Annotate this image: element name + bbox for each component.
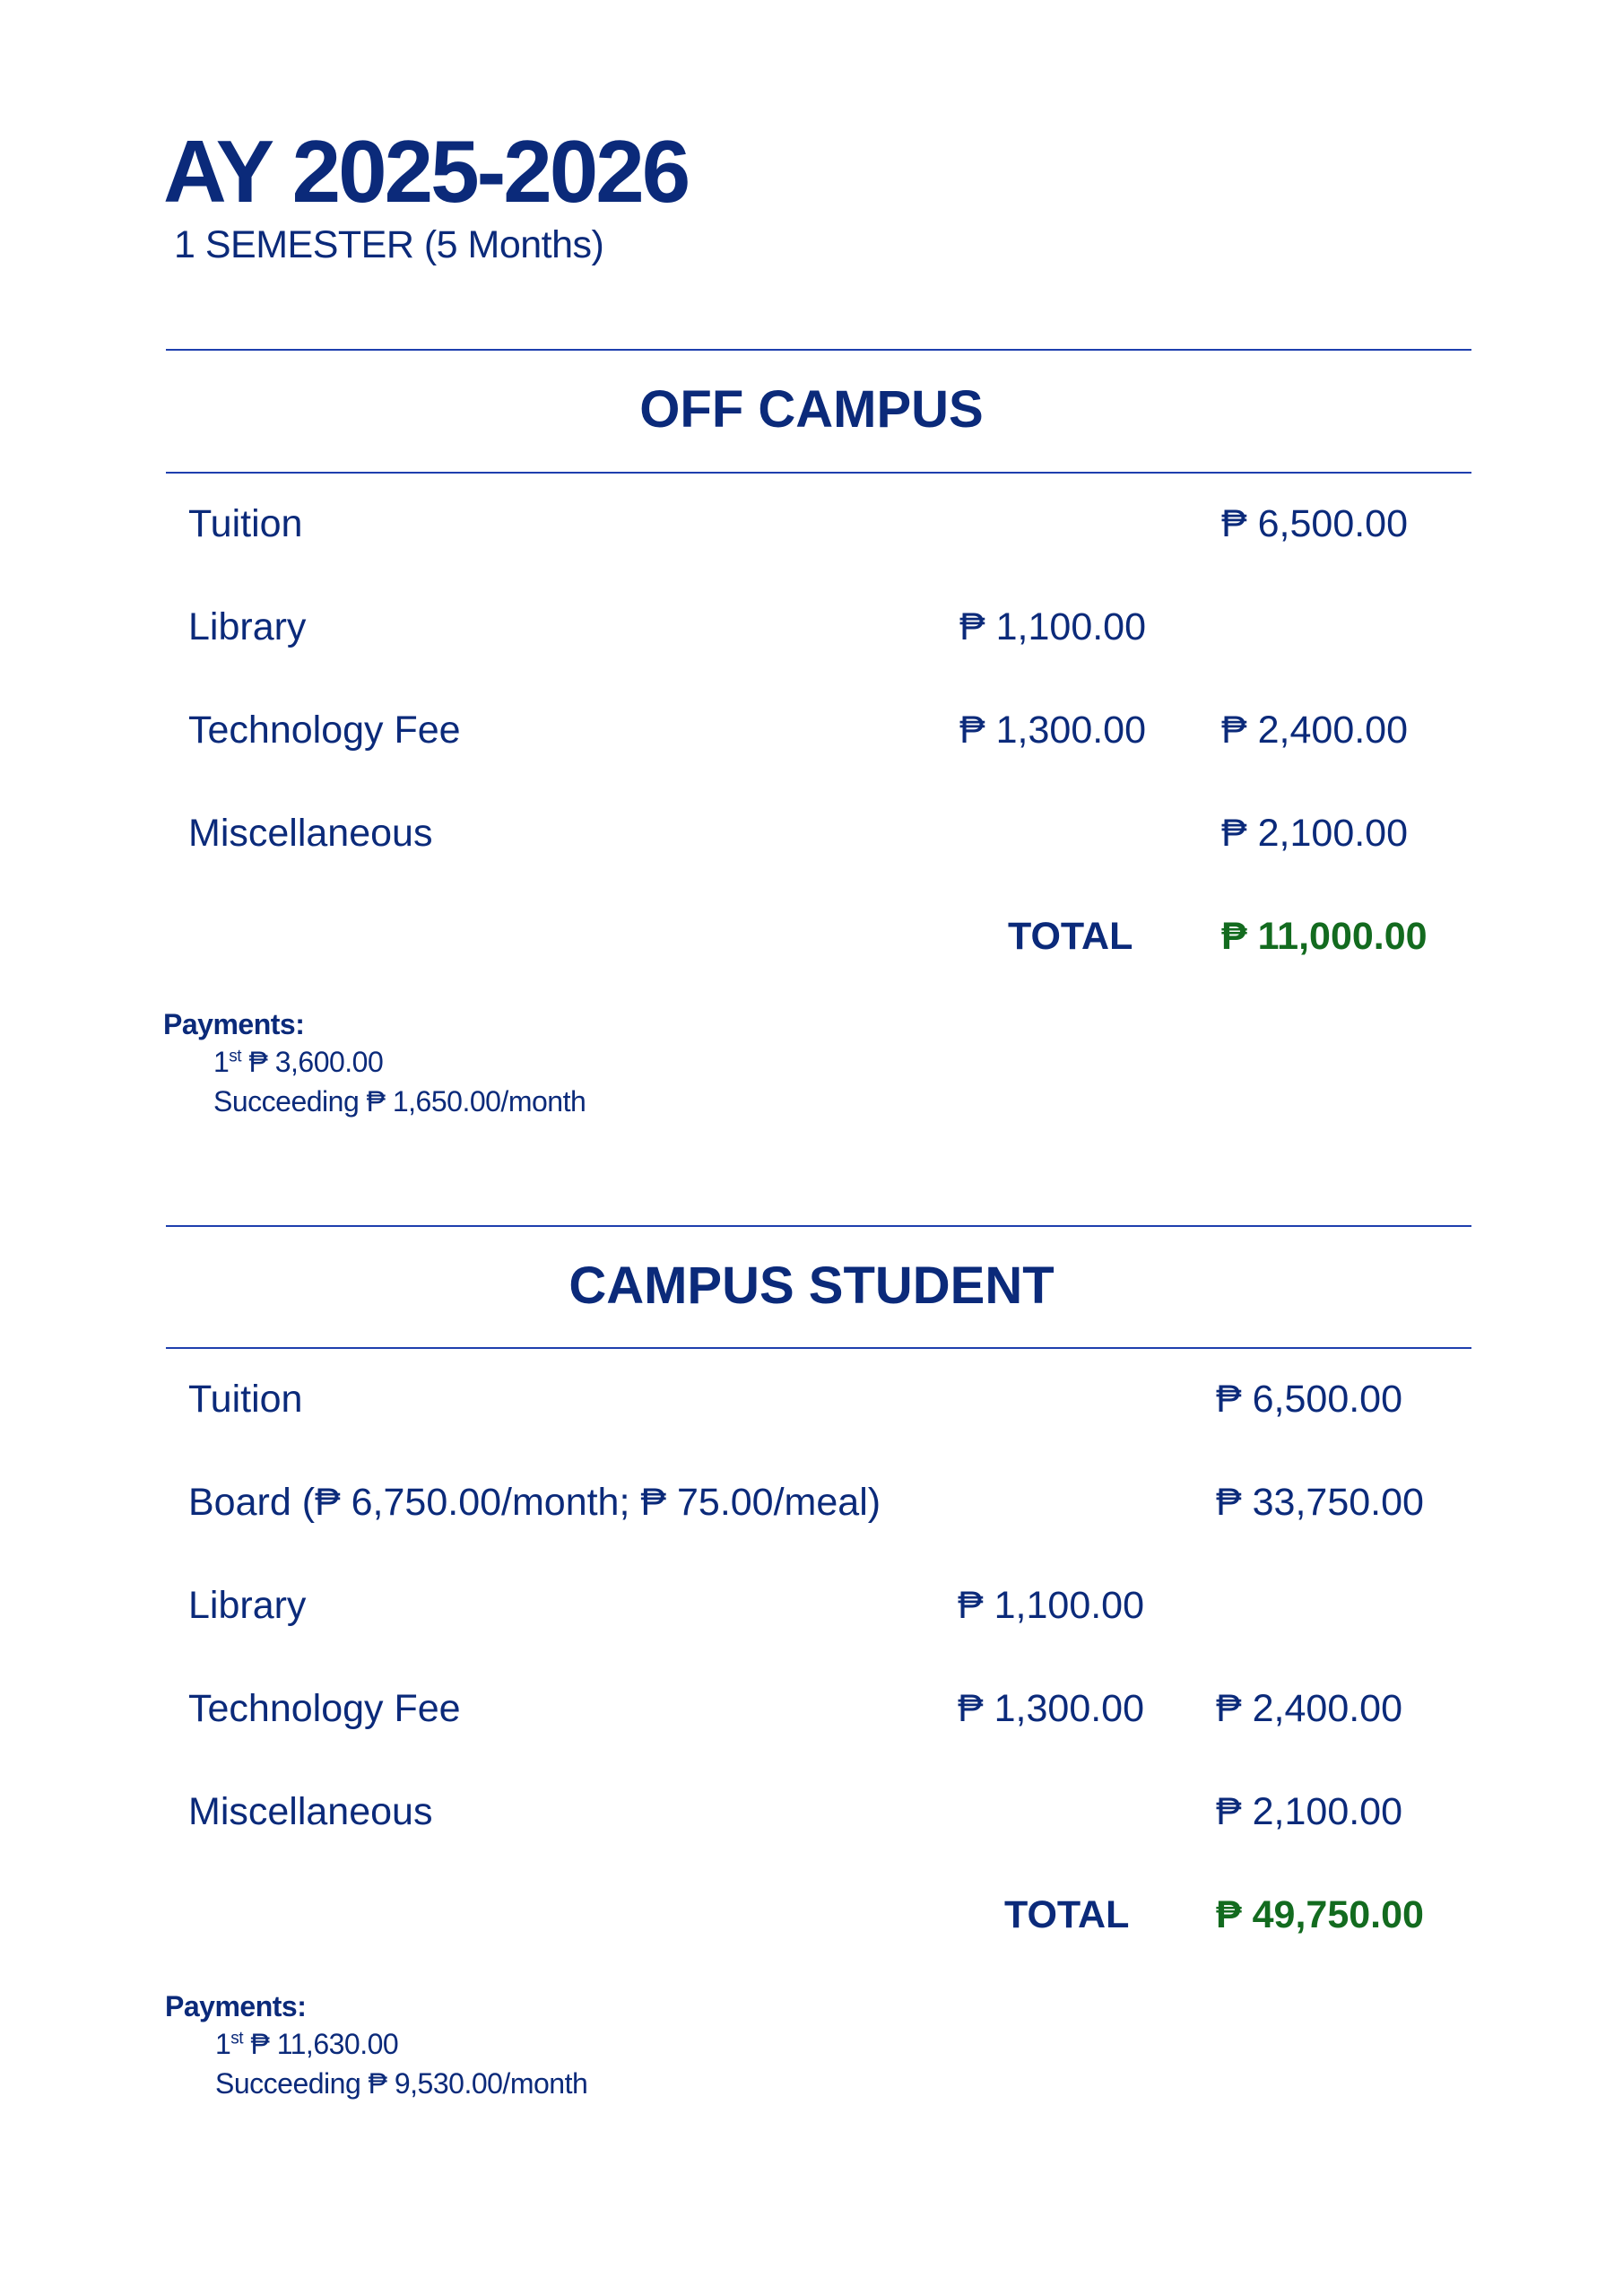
fee-row-miscellaneous	[0, 814, 1623, 868]
off-campus-top-divider	[166, 349, 1471, 351]
fee-label: Board (₱ 6,750.00/month; ₱ 75.00/meal)	[188, 1481, 881, 1524]
off-campus-bottom-divider	[166, 472, 1471, 474]
first-payment	[215, 2030, 398, 2058]
campus-student-top-divider	[166, 1225, 1471, 1227]
fee-sub-amount: ₱ 1,100.00	[958, 1584, 1145, 1627]
fee-amount: ₱ 2,100.00	[1221, 812, 1409, 855]
fee-label: Miscellaneous	[188, 1790, 433, 1833]
fee-row-library	[0, 1584, 1623, 1640]
fee-sub-amount: ₱ 1,300.00	[958, 1687, 1145, 1730]
fee-sub-amount: ₱ 1,300.00	[959, 709, 1147, 752]
first-payment-ordinal: 1	[213, 1046, 230, 1078]
fee-sub-amount: ₱ 1,100.00	[959, 605, 1147, 648]
total-amount: ₱ 49,750.00	[1216, 1893, 1424, 1936]
fee-label: Technology Fee	[188, 1687, 461, 1730]
payments-heading: Payments:	[163, 1008, 305, 1040]
fee-label: Technology Fee	[188, 709, 461, 752]
total-label: TOTAL	[1004, 1893, 1130, 1936]
fee-row-miscellaneous	[0, 1790, 1623, 1847]
campus-student-bottom-divider	[166, 1347, 1471, 1349]
first-payment-suffix: st	[229, 1047, 242, 1066]
fee-label: Miscellaneous	[188, 812, 433, 855]
campus-student-title: CAMPUS STUDENT	[568, 1257, 1055, 1315]
fee-row-tuition	[0, 502, 1623, 559]
succeeding-payment: Succeeding ₱ 1,650.00/month	[213, 1085, 586, 1118]
total-label: TOTAL	[1008, 915, 1133, 958]
total-row	[0, 915, 1623, 971]
fee-label: Tuition	[188, 1378, 303, 1421]
fee-row-technology-fee	[0, 711, 1623, 765]
page-subtitle: 1 SEMESTER (5 Months)	[174, 223, 604, 266]
first-payment-amount: ₱ 3,600.00	[248, 1046, 384, 1078]
first-payment-amount: ₱ 11,630.00	[250, 2028, 399, 2060]
fee-amount: ₱ 33,750.00	[1216, 1481, 1424, 1524]
fee-label: Library	[188, 1584, 307, 1627]
first-payment-suffix: st	[230, 2029, 244, 2048]
payments-heading: Payments:	[165, 1990, 307, 2022]
page-title: AY 2025-2026	[163, 122, 689, 221]
fee-amount: ₱ 6,500.00	[1216, 1378, 1403, 1421]
fee-amount: ₱ 2,400.00	[1221, 709, 1409, 752]
fee-row-technology-fee	[0, 1687, 1623, 1744]
fee-row-library	[0, 605, 1623, 662]
fee-amount: ₱ 2,100.00	[1216, 1790, 1403, 1833]
fee-amount: ₱ 2,400.00	[1216, 1687, 1403, 1730]
fee-row-tuition	[0, 1380, 1623, 1434]
succeeding-payment: Succeeding ₱ 9,530.00/month	[215, 2067, 588, 2100]
fee-row-board	[0, 1483, 1623, 1537]
total-row	[0, 1893, 1623, 1950]
fee-label: Library	[188, 605, 307, 648]
first-payment	[213, 1048, 383, 1076]
fee-label: Tuition	[188, 502, 303, 545]
first-payment-ordinal: 1	[215, 2028, 231, 2060]
fee-amount: ₱ 6,500.00	[1221, 502, 1409, 545]
total-amount: ₱ 11,000.00	[1221, 915, 1428, 958]
off-campus-title: OFF CAMPUS	[639, 380, 984, 439]
